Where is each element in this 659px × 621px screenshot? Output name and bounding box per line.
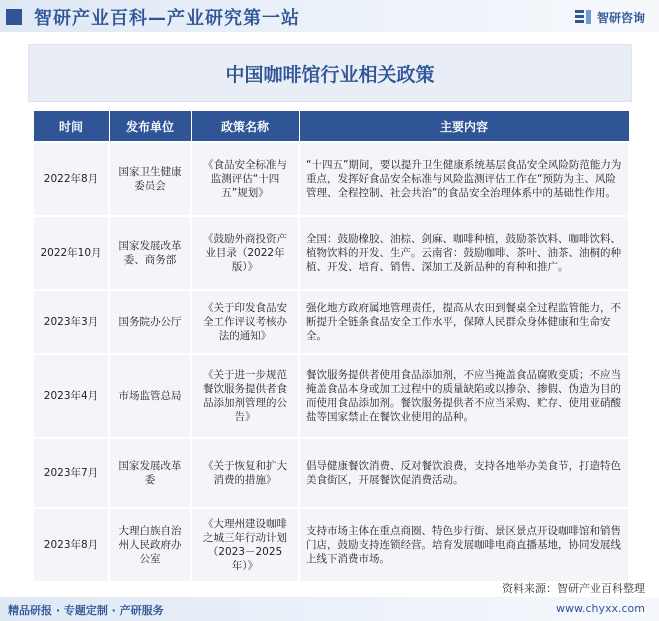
cell-time: 2023年3月 — [33, 290, 109, 354]
source-note: 资料来源：智研产业百科整理 — [502, 582, 645, 595]
column-header-time: 时间 — [33, 111, 109, 143]
cell-content: 强化地方政府属地管理责任，提高从农田到餐桌全过程监管能力，不断提升全链条食品安全工作水平，保障人民群众身体健康和生命安全。 — [299, 290, 629, 354]
cell-org: 国家卫生健康委员会 — [109, 142, 191, 216]
page-title-banner — [28, 44, 632, 102]
table-row — [33, 354, 629, 438]
brand-icon — [574, 8, 592, 26]
cell-policy: 《鼓励外商投资产业目录（2022年版）》 — [191, 216, 299, 290]
header-title: 智研产业百科—产业研究第一站 — [34, 8, 300, 29]
column-header-content: 主要内容 — [299, 111, 629, 143]
cell-time: 2023年7月 — [33, 438, 109, 508]
cell-content: 全国：鼓励橡胶、油棕、剑麻、咖啡种植，鼓励茶饮料、咖啡饮料、植物饮料的开发、生产。云南省：鼓励咖啡、茶叶、油茶、油桐的种植、开发、培育、销售、深加工及新品种的育种和推广。 — [299, 216, 629, 290]
cell-content: 支持市场主体在重点商圈、特色步行街、景区景点开设咖啡馆和销售门店，鼓励支持连锁经营。培育发展咖啡电商直播基地，协同发展线上线下消费市场。 — [299, 508, 629, 582]
cell-time: 2022年10月 — [33, 216, 109, 290]
brand-logo[interactable] — [574, 8, 645, 26]
cell-time: 2023年8月 — [33, 508, 109, 582]
footer-tagline: 精品研报 · 专题定制 · 产研服务 — [8, 604, 164, 617]
column-header-org: 发布单位 — [109, 111, 191, 143]
policy-table — [32, 110, 630, 583]
cell-policy: 《大理州建设咖啡之城三年行动计划（2023－2025年）》 — [191, 508, 299, 582]
cell-policy: 《关于印发食品安全工作评议考核办法的通知》 — [191, 290, 299, 354]
cell-policy: 《关于进一步规范餐饮服务提供者食品添加剂管理的公告》 — [191, 354, 299, 438]
cell-org: 市场监管总局 — [109, 354, 191, 438]
cell-content: 倡导健康餐饮消费、反对餐饮浪费，支持各地举办美食节，打造特色美食街区，开展餐饮促消费活动。 — [299, 438, 629, 508]
cell-policy: 《关于恢复和扩大消费的措施》 — [191, 438, 299, 508]
cell-time: 2023年4月 — [33, 354, 109, 438]
brand-name: 智研咨询 — [596, 10, 645, 25]
cell-org: 国家发展改革委、商务部 — [109, 216, 191, 290]
cell-org: 国家发展改革委 — [109, 438, 191, 508]
table-row — [33, 508, 629, 582]
cell-org: 国务院办公厅 — [109, 290, 191, 354]
cell-time: 2022年8月 — [33, 142, 109, 216]
cell-content: 餐饮服务提供者使用食品添加剂，不应当掩盖食品腐败变质；不应当掩盖食品本身或加工过程中的质量缺陷或以掺杂、掺假、伪造为目的而使用食品添加剂。餐饮服务提供者不应当采购、贮存、使用亚硝酸盐等国家禁止在餐饮业使用的品种。 — [299, 354, 629, 438]
table-row — [33, 290, 629, 354]
column-header-policy: 政策名称 — [191, 111, 299, 143]
table-row — [33, 142, 629, 216]
page-title: 中国咖啡馆行业相关政策 — [225, 63, 435, 86]
table-row — [33, 438, 629, 508]
cell-policy: 《食品安全标准与监测评估“十四五”规划》 — [191, 142, 299, 216]
cell-content: “十四五”期间，要以提升卫生健康系统基层食品安全风险防范能力为重点，发挥好食品安全标准与风险监测评估工作在“预防为主、风险管理、全程控制、社会共治”的食品安全治理体系中的基础性作用。 — [299, 142, 629, 216]
header-square-icon — [6, 9, 22, 25]
table-header-row — [33, 111, 629, 143]
cell-org: 大理白族自治州人民政府办公室 — [109, 508, 191, 582]
footer-url[interactable]: www.chyxx.com — [555, 602, 645, 615]
table-row — [33, 216, 629, 290]
header-bar — [0, 0, 659, 32]
footer-bar — [0, 597, 659, 621]
